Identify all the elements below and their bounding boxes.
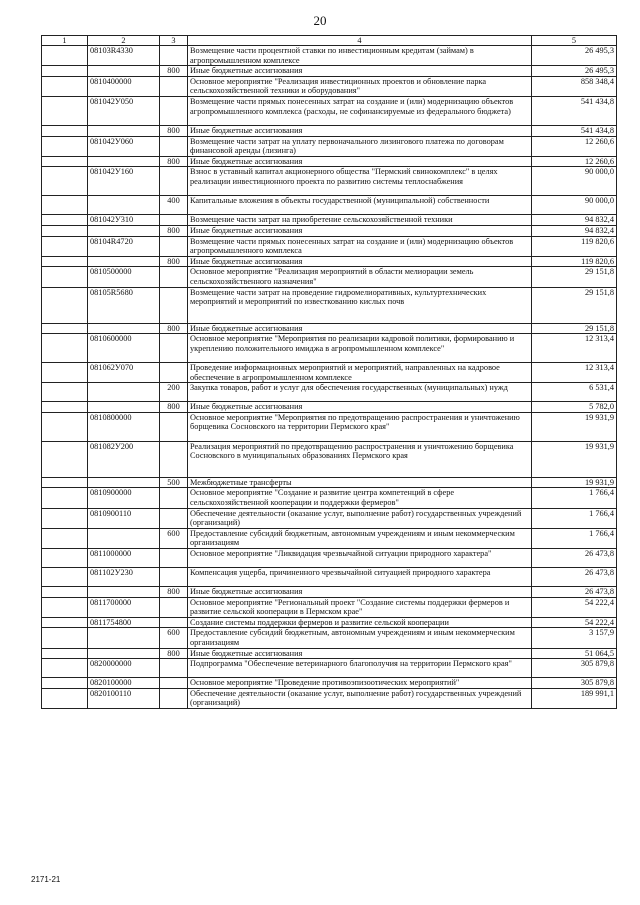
target-article-code: 0820100000 [88, 678, 160, 689]
amount: 26 495,3 [532, 46, 617, 66]
target-article-code: 081042У310 [88, 215, 160, 226]
item-name: Основное мероприятие "Проведение противоэпизоотических мероприятий" [188, 678, 532, 689]
target-article-code: 0810900000 [88, 488, 160, 508]
amount: 305 879,8 [532, 659, 617, 678]
row-col1-cell [42, 659, 88, 678]
item-name: Закупка товаров, работ и услуг для обеспечения государственных (муниципальных) нужд [188, 383, 532, 402]
table-row [42, 156, 617, 167]
item-name: Возмещение части затрат на приобретение сельскохозяйственной техники [188, 215, 532, 226]
table-row [42, 648, 617, 659]
table-row [42, 597, 617, 617]
amount: 90 000,0 [532, 196, 617, 215]
amount: 29 151,8 [532, 323, 617, 334]
item-name: Основное мероприятие "Создание и развитие центра компетенций в сфере сельскохозяйственной кооперации и поддержки фермеров" [188, 488, 532, 508]
expense-type-code [160, 236, 188, 256]
expense-type-code [160, 488, 188, 508]
item-name: Основное мероприятие "Реализация мероприятий в области мелиорации земель сельскохозяйственного назначения" [188, 267, 532, 287]
amount: 3 157,9 [532, 628, 617, 648]
expense-type-code: 800 [160, 125, 188, 136]
column-number: 2 [88, 36, 160, 46]
item-name: Иные бюджетные ассигнования [188, 587, 532, 598]
expense-type-code [160, 267, 188, 287]
target-article-code: 08104R4720 [88, 236, 160, 256]
table-row [42, 287, 617, 323]
table-row [42, 323, 617, 334]
item-name: Межбюджетные трансферты [188, 477, 532, 488]
table-row [42, 334, 617, 363]
table-row [42, 76, 617, 96]
item-name: Взнос в уставный капитал акционерного общества "Пермский свинокомплекс" в целях реализации инвестиционного проекта по развитию системы теплоснабжения [188, 167, 532, 196]
expense-type-code [160, 287, 188, 323]
amount: 51 064,5 [532, 648, 617, 659]
amount: 94 832,4 [532, 225, 617, 236]
table-row [42, 659, 617, 678]
budget-table [41, 35, 617, 709]
target-article-code: 081042У050 [88, 96, 160, 125]
expense-type-code [160, 136, 188, 156]
amount: 26 495,3 [532, 66, 617, 77]
expense-type-code: 200 [160, 383, 188, 402]
expense-type-code [160, 659, 188, 678]
target-article-code: 08105R5680 [88, 287, 160, 323]
amount: 19 931,9 [532, 477, 617, 488]
row-col1-cell [42, 528, 88, 548]
item-name: Реализация мероприятий по предотвращению распространения и уничтожению борщевика Сосновского в муниципальных образованиях Пермского края [188, 441, 532, 477]
expense-type-code [160, 76, 188, 96]
amount: 12 260,6 [532, 156, 617, 167]
expense-type-code [160, 167, 188, 196]
row-col1-cell [42, 648, 88, 659]
target-article-code: 0820100110 [88, 688, 160, 708]
target-article-code [88, 156, 160, 167]
row-col1-cell [42, 215, 88, 226]
row-col1-cell [42, 167, 88, 196]
row-col1-cell [42, 412, 88, 441]
expense-type-code: 800 [160, 648, 188, 659]
row-col1-cell [42, 628, 88, 648]
row-col1-cell [42, 76, 88, 96]
table-row [42, 488, 617, 508]
expense-type-code: 600 [160, 528, 188, 548]
expense-type-code: 800 [160, 323, 188, 334]
row-col1-cell [42, 617, 88, 628]
column-number: 1 [42, 36, 88, 46]
table-row [42, 196, 617, 215]
table-row [42, 66, 617, 77]
target-article-code: 0810900110 [88, 508, 160, 528]
row-col1-cell [42, 568, 88, 587]
amount: 1 766,4 [532, 528, 617, 548]
column-number: 5 [532, 36, 617, 46]
row-col1-cell [42, 488, 88, 508]
item-name: Иные бюджетные ассигнования [188, 156, 532, 167]
table-row [42, 412, 617, 441]
table-row [42, 617, 617, 628]
amount: 1 766,4 [532, 488, 617, 508]
row-col1-cell [42, 597, 88, 617]
expense-type-code [160, 46, 188, 66]
amount: 94 832,4 [532, 215, 617, 226]
target-article-code [88, 196, 160, 215]
amount: 541 434,8 [532, 96, 617, 125]
row-col1-cell [42, 46, 88, 66]
table-row [42, 549, 617, 568]
item-name: Подпрограмма "Обеспечение ветеринарного благополучия на территории Пермского края" [188, 659, 532, 678]
row-col1-cell [42, 508, 88, 528]
row-col1-cell [42, 363, 88, 383]
target-article-code: 0811700000 [88, 597, 160, 617]
expense-type-code [160, 215, 188, 226]
table-row [42, 383, 617, 402]
table-row [42, 688, 617, 708]
expense-type-code [160, 549, 188, 568]
item-name: Иные бюджетные ассигнования [188, 323, 532, 334]
row-col1-cell [42, 236, 88, 256]
item-name: Иные бюджетные ассигнования [188, 402, 532, 413]
amount: 26 473,8 [532, 587, 617, 598]
item-name: Иные бюджетные ассигнования [188, 125, 532, 136]
target-article-code: 0810800000 [88, 412, 160, 441]
row-col1-cell [42, 678, 88, 689]
target-article-code: 0810400000 [88, 76, 160, 96]
item-name: Возмещение части прямых понесенных затрат на создание и (или) модернизацию объектов агропромышленного комплекса [188, 236, 532, 256]
item-name: Возмещение части затрат на проведение гидромелиоративных, культуртехнических мероприятий и мероприятий по известкованию кислых почв [188, 287, 532, 323]
amount: 5 782,0 [532, 402, 617, 413]
item-name: Основное мероприятие "Реализация инвестиционных проектов и обновление парка сельскохозяйственной техники и оборудования" [188, 76, 532, 96]
page-number: 20 [313, 13, 327, 28]
target-article-code [88, 477, 160, 488]
column-number-row [42, 36, 617, 46]
column-number: 4 [188, 36, 532, 46]
expense-type-code: 800 [160, 66, 188, 77]
row-col1-cell [42, 125, 88, 136]
item-name: Проведение информационных мероприятий и мероприятий, направленных на кадровое обеспечение в агропромышленном комплексе [188, 363, 532, 383]
row-col1-cell [42, 136, 88, 156]
amount: 12 313,4 [532, 363, 617, 383]
target-article-code: 081042У060 [88, 136, 160, 156]
amount: 858 348,4 [532, 76, 617, 96]
amount: 189 991,1 [532, 688, 617, 708]
row-col1-cell [42, 96, 88, 125]
amount: 305 879,8 [532, 678, 617, 689]
column-number: 3 [160, 36, 188, 46]
row-col1-cell [42, 287, 88, 323]
target-article-code [88, 383, 160, 402]
table-row [42, 441, 617, 477]
target-article-code: 0820000000 [88, 659, 160, 678]
target-article-code: 081082У200 [88, 441, 160, 477]
table-row [42, 236, 617, 256]
expense-type-code: 600 [160, 628, 188, 648]
row-col1-cell [42, 267, 88, 287]
table-row [42, 402, 617, 413]
amount: 119 820,6 [532, 256, 617, 267]
table-row [42, 508, 617, 528]
table-row [42, 628, 617, 648]
amount: 541 434,8 [532, 125, 617, 136]
target-article-code [88, 225, 160, 236]
row-col1-cell [42, 441, 88, 477]
target-article-code: 081062У070 [88, 363, 160, 383]
expense-type-code: 800 [160, 156, 188, 167]
expense-type-code [160, 508, 188, 528]
amount: 26 473,8 [532, 568, 617, 587]
expense-type-code [160, 96, 188, 125]
table-row [42, 678, 617, 689]
table-row [42, 477, 617, 488]
row-col1-cell [42, 323, 88, 334]
target-article-code: 08103R4330 [88, 46, 160, 66]
row-col1-cell [42, 587, 88, 598]
expense-type-code [160, 441, 188, 477]
expense-type-code: 800 [160, 256, 188, 267]
amount: 29 151,8 [532, 267, 617, 287]
target-article-code [88, 628, 160, 648]
amount: 54 222,4 [532, 597, 617, 617]
target-article-code [88, 648, 160, 659]
row-col1-cell [42, 383, 88, 402]
expense-type-code [160, 568, 188, 587]
row-col1-cell [42, 225, 88, 236]
row-col1-cell [42, 402, 88, 413]
row-col1-cell [42, 334, 88, 363]
target-article-code: 0811754800 [88, 617, 160, 628]
amount: 6 531,4 [532, 383, 617, 402]
item-name: Основное мероприятие "Мероприятия по предотвращению распространения и уничтожению борщевика Сосновского на территории Пермского края" [188, 412, 532, 441]
expense-type-code [160, 412, 188, 441]
table-row [42, 125, 617, 136]
item-name: Иные бюджетные ассигнования [188, 256, 532, 267]
item-name: Основное мероприятие "Мероприятия по реализации кадровой политики, формированию и укреплению положительного имиджа в агропромышленном комплексе" [188, 334, 532, 363]
target-article-code [88, 587, 160, 598]
table-row [42, 96, 617, 125]
table-row [42, 363, 617, 383]
item-name: Возмещение части прямых понесенных затрат на создание и (или) модернизацию объектов агропромышленного комплекса (расходы, не софинансируемые из федерального бюджета) [188, 96, 532, 125]
target-article-code: 081042У160 [88, 167, 160, 196]
item-name: Капитальные вложения в объекты государственной (муниципальной) собственности [188, 196, 532, 215]
expense-type-code: 500 [160, 477, 188, 488]
table-row [42, 136, 617, 156]
amount: 19 931,9 [532, 441, 617, 477]
target-article-code [88, 323, 160, 334]
target-article-code: 0810500000 [88, 267, 160, 287]
table-row [42, 568, 617, 587]
amount: 1 766,4 [532, 508, 617, 528]
item-name: Создание системы поддержки фермеров и развитие сельской кооперации [188, 617, 532, 628]
item-name: Иные бюджетные ассигнования [188, 648, 532, 659]
target-article-code: 0810600000 [88, 334, 160, 363]
item-name: Основное мероприятие "Региональный проект "Создание системы поддержки фермеров и развитие сельской кооперации в Пермском крае" [188, 597, 532, 617]
expense-type-code [160, 363, 188, 383]
amount: 26 473,8 [532, 549, 617, 568]
table-row [42, 225, 617, 236]
target-article-code [88, 402, 160, 413]
expense-type-code: 800 [160, 225, 188, 236]
target-article-code [88, 528, 160, 548]
document-code: 2171-21 [31, 875, 61, 884]
table-row [42, 256, 617, 267]
amount: 119 820,6 [532, 236, 617, 256]
amount: 54 222,4 [532, 617, 617, 628]
row-col1-cell [42, 66, 88, 77]
expense-type-code [160, 597, 188, 617]
item-name: Возмещение части процентной ставки по инвестиционным кредитам (займам) в агропромышленном комплексе [188, 46, 532, 66]
expense-type-code [160, 334, 188, 363]
target-article-code: 0811000000 [88, 549, 160, 568]
expense-type-code: 400 [160, 196, 188, 215]
table-row [42, 267, 617, 287]
amount: 19 931,9 [532, 412, 617, 441]
row-col1-cell [42, 477, 88, 488]
target-article-code: 081102У230 [88, 568, 160, 587]
item-name: Обеспечение деятельности (оказание услуг, выполнение работ) государственных учреждений (организаций) [188, 688, 532, 708]
item-name: Предоставление субсидий бюджетным, автономным учреждениям и иным некоммерческим организациям [188, 628, 532, 648]
item-name: Иные бюджетные ассигнования [188, 66, 532, 77]
table-row [42, 215, 617, 226]
expense-type-code [160, 688, 188, 708]
item-name: Компенсация ущерба, причиненного чрезвычайной ситуацией природного характера [188, 568, 532, 587]
target-article-code [88, 125, 160, 136]
item-name: Возмещение части затрат на уплату первоначального лизингового платежа по договорам финансовой аренды (лизинга) [188, 136, 532, 156]
table-row [42, 587, 617, 598]
amount: 12 260,6 [532, 136, 617, 156]
row-col1-cell [42, 256, 88, 267]
row-col1-cell [42, 196, 88, 215]
expense-type-code [160, 678, 188, 689]
row-col1-cell [42, 156, 88, 167]
expense-type-code: 800 [160, 587, 188, 598]
item-name: Основное мероприятие "Ликвидация чрезвычайной ситуации природного характера" [188, 549, 532, 568]
amount: 90 000,0 [532, 167, 617, 196]
row-col1-cell [42, 549, 88, 568]
item-name: Иные бюджетные ассигнования [188, 225, 532, 236]
expense-type-code [160, 617, 188, 628]
amount: 29 151,8 [532, 287, 617, 323]
table-row [42, 167, 617, 196]
target-article-code [88, 256, 160, 267]
table-row [42, 528, 617, 548]
item-name: Предоставление субсидий бюджетным, автономным учреждениям и иным некоммерческим организациям [188, 528, 532, 548]
amount: 12 313,4 [532, 334, 617, 363]
table-row [42, 46, 617, 66]
item-name: Обеспечение деятельности (оказание услуг, выполнение работ) государственных учреждений (организаций) [188, 508, 532, 528]
target-article-code [88, 66, 160, 77]
row-col1-cell [42, 688, 88, 708]
expense-type-code: 800 [160, 402, 188, 413]
